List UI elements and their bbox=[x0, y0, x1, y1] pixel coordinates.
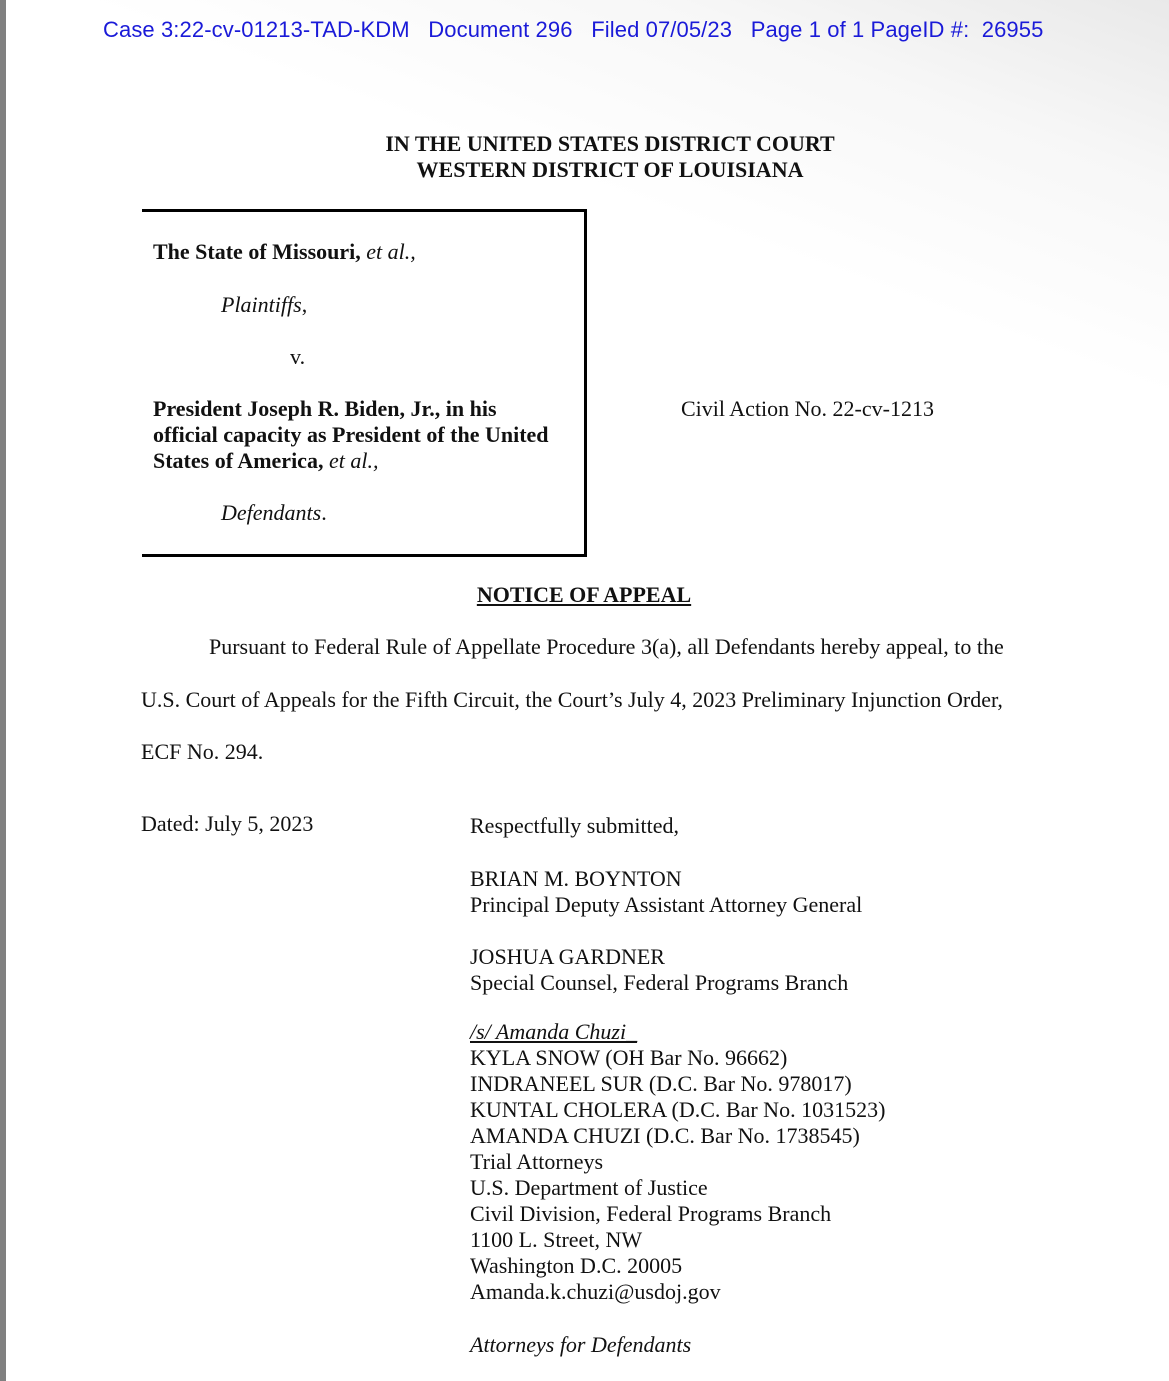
attorney-block bbox=[470, 1045, 885, 1305]
court-line-2: WESTERN DISTRICT OF LOUISIANA bbox=[416, 157, 804, 182]
attorney-line: Civil Division, Federal Programs Branch bbox=[470, 1201, 832, 1226]
gardner-name: JOSHUA GARDNER bbox=[470, 944, 665, 969]
electronic-signature: /s/ Amanda Chuzi_ bbox=[470, 1019, 638, 1044]
attorney-line: AMANDA CHUZI (D.C. Bar No. 1738545) bbox=[470, 1123, 860, 1148]
defendant-line-1: President Joseph R. Biden, Jr., in his bbox=[153, 396, 497, 421]
plaintiff-etal: et al., bbox=[366, 239, 416, 264]
attorneys-for-defendants: Attorneys for Defendants bbox=[470, 1332, 692, 1357]
dated-line: Dated: July 5, 2023 bbox=[141, 811, 314, 836]
defendant-etal: et al., bbox=[328, 448, 379, 473]
document-page bbox=[6, 0, 1169, 1381]
attorney-line: U.S. Department of Justice bbox=[470, 1175, 708, 1200]
boynton-name: BRIAN M. BOYNTON bbox=[470, 866, 682, 891]
notice-body-line-1: Pursuant to Federal Rule of Appellate Procedure 3(a), all Defendants hereby appeal, to the bbox=[209, 634, 1004, 659]
attorney-line: KUNTAL CHOLERA (D.C. Bar No. 1031523) bbox=[470, 1097, 886, 1122]
defendant-line-2: official capacity as President of the United bbox=[153, 422, 549, 447]
defendant-line-3 bbox=[153, 448, 378, 474]
civil-action-number: Civil Action No. 22-cv-1213 bbox=[681, 396, 934, 421]
case-number: Case 3:22-cv-01213-TAD-KDM bbox=[103, 17, 410, 42]
attorney-line: KYLA SNOW (OH Bar No. 96662) bbox=[470, 1045, 788, 1070]
ecf-header-stamp bbox=[103, 17, 1043, 43]
notice-body-line-3: ECF No. 294. bbox=[141, 739, 264, 764]
notice-body-line-2: U.S. Court of Appeals for the Fifth Circuit, the Court’s July 4, 2023 Preliminary Injunction Order, bbox=[141, 687, 1003, 712]
plaintiffs-label: Plaintiffs bbox=[221, 292, 302, 317]
versus: v. bbox=[290, 344, 306, 369]
court-line-1: IN THE UNITED STATES DISTRICT COURT bbox=[385, 131, 835, 156]
defendants-label: Defendants bbox=[221, 500, 322, 525]
page-count: Page 1 of 1 PageID #: bbox=[750, 17, 970, 42]
document-number: Document 296 bbox=[428, 17, 573, 42]
attorney-email: Amanda.k.chuzi@usdoj.gov bbox=[470, 1279, 721, 1304]
page-id: 26955 bbox=[981, 17, 1044, 42]
closing: Respectfully submitted, bbox=[470, 813, 679, 838]
boynton-title: Principal Deputy Assistant Attorney General bbox=[470, 892, 863, 917]
notice-title: NOTICE OF APPEAL bbox=[476, 582, 692, 607]
plaintiffs-label-line bbox=[221, 292, 307, 318]
court-title bbox=[6, 131, 1169, 183]
plaintiff-name: The State of Missouri, bbox=[153, 239, 361, 264]
plaintiffs-comma: , bbox=[301, 292, 308, 317]
attorney-line: Trial Attorneys bbox=[470, 1149, 604, 1174]
attorney-line: INDRANEEL SUR (D.C. Bar No. 978017) bbox=[470, 1071, 852, 1096]
filed-date: Filed 07/05/23 bbox=[591, 17, 733, 42]
defendant-country: States of America, bbox=[153, 448, 324, 473]
defendants-period: . bbox=[321, 500, 327, 525]
plaintiff-line bbox=[153, 239, 416, 265]
defendants-label-line bbox=[221, 500, 327, 526]
gardner-title: Special Counsel, Federal Programs Branch bbox=[470, 970, 849, 995]
attorney-line: Washington D.C. 20005 bbox=[470, 1253, 683, 1278]
attorney-line: 1100 L. Street, NW bbox=[470, 1227, 643, 1252]
